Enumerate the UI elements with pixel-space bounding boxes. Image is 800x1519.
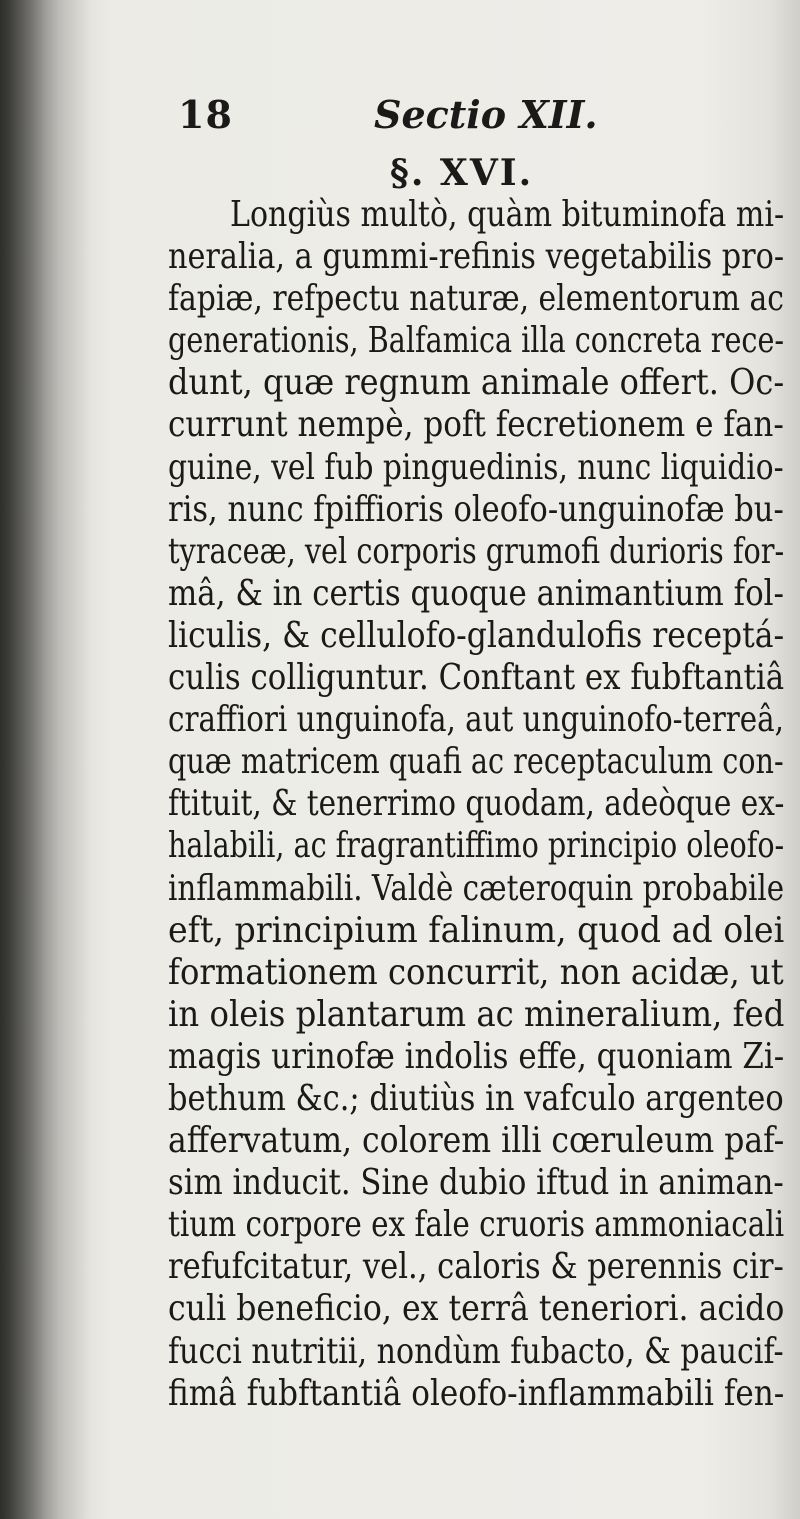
page-header [178, 92, 698, 142]
text-line: tyraceæ, vel corporis grumofi durioris for- [168, 530, 784, 572]
text-line: quæ matricem quafi ac receptaculum con- [168, 741, 784, 783]
text-line: mâ, & in certis quoque animantium fol- [168, 572, 784, 614]
text-line: affervatum, colorem illi cœruleum paf- [168, 1120, 784, 1162]
text-line: magis urinofæ indolis effe, quoniam Zi- [168, 1035, 784, 1077]
text-line: eft, principium falinum, quod ad olei [168, 909, 784, 951]
text-line: neralia, a gummi-refinis vegetabilis pro- [168, 236, 784, 278]
text-line: ftituit, & tenerrimo quodam, adeòque ex- [168, 783, 784, 825]
text-line: inflammabili. Valdè cæteroquin probabile [168, 867, 784, 909]
page-number: 18 [178, 92, 233, 137]
text-line: guine, vel fub pinguedinis, nunc liquidio- [168, 446, 784, 488]
text-line: craffiori unguinofa, aut unguinofo-terreâ, [168, 699, 784, 741]
text-line: liculis, & cellulofo-glandulofis receptá- [168, 614, 784, 656]
text-line: dunt, quæ regnum animale offert. Oc- [168, 362, 784, 404]
body-text [168, 194, 784, 1415]
text-line: culis colliguntur. Conftant ex fubftantiâ [168, 657, 784, 699]
section-title: §. XVI. [390, 152, 534, 194]
text-line: fapiæ, refpectu naturæ, elementorum ac [168, 278, 784, 320]
text-line: refufcitatur, vel., caloris & perennis cir- [168, 1246, 784, 1288]
text-line: formationem concurrit, non acidæ, ut [168, 951, 784, 993]
text-line: sim inducit. Sine dubio iftud in animan- [168, 1162, 784, 1204]
text-line: tium corpore ex fale cruoris ammoniacali [168, 1204, 784, 1246]
text-line: currunt nempè, poft fecretionem e fan- [168, 404, 784, 446]
text-line: Longiùs multò, quàm bituminofa mi- [230, 194, 784, 235]
text-line: halabili, ac fragrantiffimo principio oleofo- [168, 825, 784, 867]
text-line: culi beneficio, ex terrâ teneriori. acido [168, 1288, 784, 1330]
text-line: generationis, Balfamica illa concreta rece- [168, 320, 784, 362]
text-line: fimâ fubftantiâ oleofo-inflammabili fen- [168, 1372, 784, 1414]
text-line: ris, nunc fpiffioris oleofo-unguinofæ bu- [168, 488, 784, 530]
text-line: fucci nutritii, nondùm fubacto, & paucif- [168, 1330, 784, 1372]
text-line: in oleis plantarum ac mineralium, fed [168, 993, 784, 1035]
binding-shadow [0, 0, 90, 1519]
text-line: bethum &c.; diutiùs in vafculo argenteo [168, 1077, 784, 1119]
running-head: Sectio XII. [374, 92, 598, 137]
